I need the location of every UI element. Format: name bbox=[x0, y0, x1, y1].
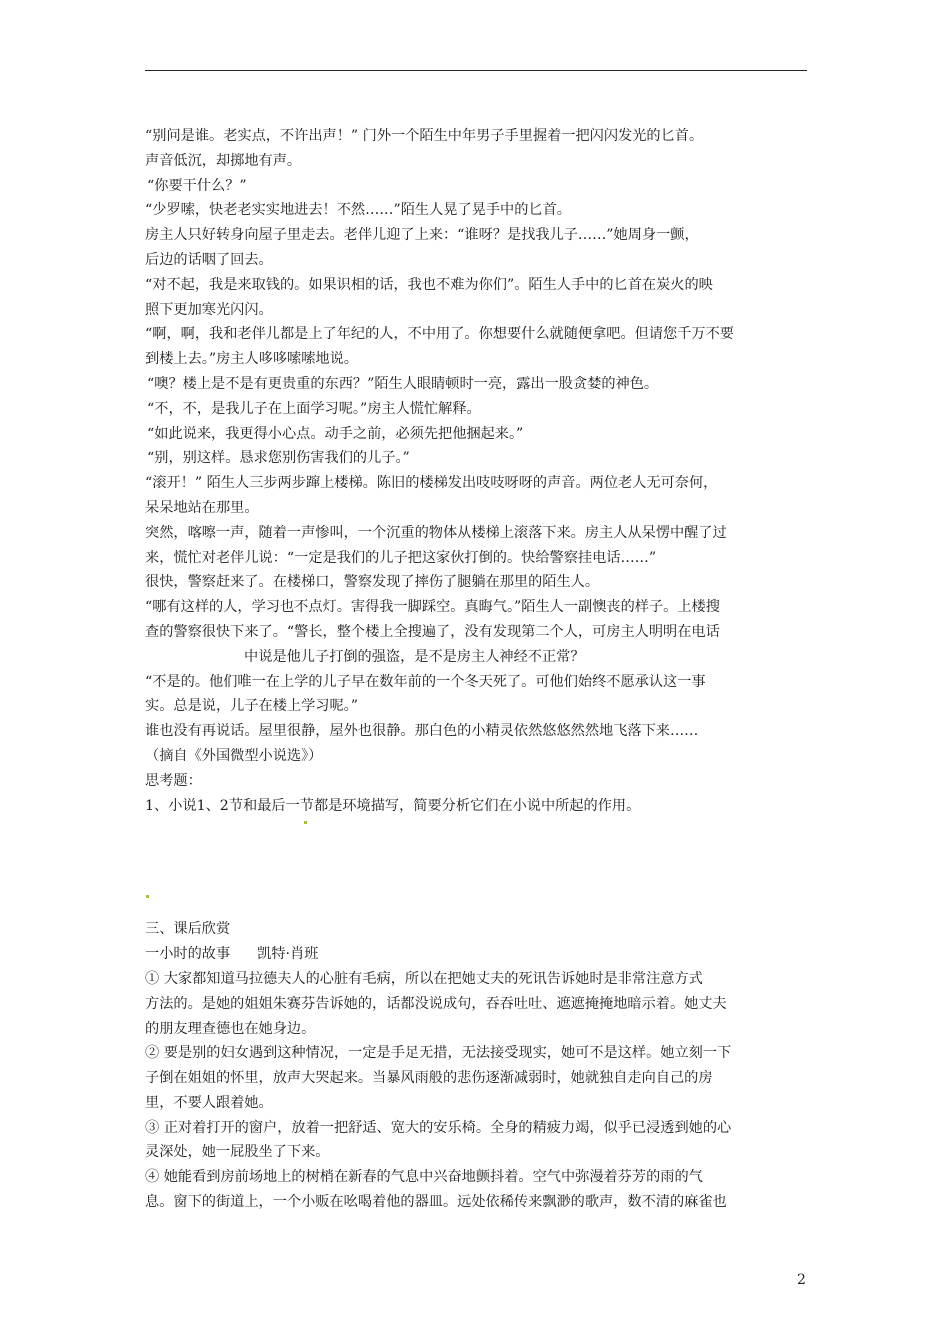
story-line: 到楼上去。”房主人哆哆嗦嗦地说。 bbox=[145, 351, 358, 368]
story-line: 实。总是说，儿子在楼上学习呢。” bbox=[145, 698, 358, 715]
paragraph-line: ④ 她能看到房前场地上的树梢在新春的气息中兴奋地颤抖着。空气中弥漫着芬芳的雨的气 bbox=[145, 1169, 703, 1186]
story-line: “不是的。他们唯一在上学的儿子早在数年前的一个冬天死了。可他们始终不愿承认这一事 bbox=[145, 673, 706, 690]
story-line: 中说是他儿子打倒的强盗，是不是房主人神经不正常？ bbox=[244, 648, 585, 665]
page-content bbox=[145, 124, 807, 1215]
story-line: “不，不，是我儿子在上面学习呢。”房主人慌忙解释。 bbox=[147, 400, 481, 417]
page-number: 2 bbox=[797, 1272, 806, 1288]
paragraph-line: 息。窗下的街道上，一个小贩在吆喝着他的器皿。远处依稀传来飘渺的歌声，数不清的麻雀也 bbox=[145, 1194, 727, 1211]
story-line: “别，别这样。恳求您别伤害我们的儿子。” bbox=[147, 450, 410, 467]
blank-space bbox=[145, 818, 807, 917]
story-line: “啊，啊，我和老伴儿都是上了年纪的人，不中用了。你想要什么就随便拿吧。但请您千万不要 bbox=[145, 326, 734, 343]
source-citation: （摘自《外国微型小说选》） bbox=[145, 747, 323, 764]
story-line: 来，慌忙对老伴儿说：“一定是我们的儿子把这家伙打倒的。快给警察挂电话……” bbox=[145, 549, 657, 566]
paragraph-line: 的朋友理查德也在她身边。 bbox=[145, 1020, 316, 1037]
story-line: “如此说来，我更得小心点。动手之前，必须先把他捆起来。” bbox=[147, 425, 524, 442]
story-line: “对不起，我是来取钱的。如果识相的话，我也不难为你们”。陌生人手中的匕首在炭火的映 bbox=[145, 276, 713, 293]
story-line: 查的警察很快下来了。“警长，整个楼上全搜遍了，没有发现第二个人，可房主人明明在电话 bbox=[145, 623, 720, 640]
paragraph-line: 子倒在姐姐的怀里，放声大哭起来。当暴风雨般的悲伤逐渐减弱时，她就独自走向自己的房 bbox=[145, 1070, 713, 1087]
paragraph-line: ③ 正对着打开的窗户，放着一把舒适、宽大的安乐椅。全身的精疲力竭，似乎已浸透到她的心 bbox=[145, 1119, 732, 1136]
scan-speck bbox=[146, 895, 149, 898]
story-line: 房主人只好转身向屋子里走去。老伴儿迎了上来：“谁呀？是找我儿子……”她周身一颤， bbox=[145, 227, 699, 244]
question-item: 1、小说1、2节和最后一节都是环境描写，简要分析它们在小说中所起的作用。 bbox=[145, 797, 641, 814]
paragraph-line: 灵深处，她一屁股坐了下来。 bbox=[145, 1144, 330, 1161]
story-line: 声音低沉，却掷地有声。 bbox=[145, 152, 302, 169]
story-line: “别问是谁。老实点，不许出声！” 门外一个陌生中年男子手里握着一把闪闪发光的匕首。 bbox=[145, 128, 704, 144]
scan-speck bbox=[304, 821, 307, 824]
paragraph-line: ② 要是别的妇女遇到这种情况，一定是手足无措，无法接受现实，她可不是这样。她立刻一下 bbox=[145, 1045, 732, 1062]
story-line: 后边的话咽了回去。 bbox=[145, 251, 273, 268]
story-line: 谁也没有再说话。屋里很静，屋外也很静。那白色的小精灵依然悠悠然然地飞落下来…… bbox=[145, 723, 699, 740]
story-line: “噢？楼上是不是有更贵重的东西？”陌生人眼睛顿时一亮，露出一股贪婪的神色。 bbox=[147, 375, 659, 392]
section-heading: 三、课后欣赏 bbox=[145, 921, 231, 938]
story-line: “少罗嗦，快老老实实地进去！不然……”陌生人晃了晃手中的匕首。 bbox=[145, 202, 571, 219]
story-line: 突然，喀嚓一声，随着一声惨叫，一个沉重的物体从楼梯上滚落下来。房主人从呆愣中醒了过 bbox=[145, 524, 727, 541]
story-line: “你要干什么？” bbox=[147, 177, 247, 194]
paragraph-line: ① 大家都知道马拉德夫人的心脏有毛病，所以在把她丈夫的死讯告诉她时是非常注意方式 bbox=[145, 970, 703, 987]
story-title: 一小时的故事 凯特·肖班 bbox=[145, 946, 319, 963]
story-line: 很快，警察赶来了。在楼梯口，警察发现了摔伤了腿躺在那里的陌生人。 bbox=[145, 574, 600, 591]
story-line: 呆呆地站在那里。 bbox=[145, 499, 259, 516]
paragraph-line: 方法的。是她的姐姐朱赛芬告诉她的，话都没说成句，吞吞吐吐、遮遮掩掩地暗示着。她丈夫 bbox=[145, 995, 727, 1012]
story-line: “哪有这样的人，学习也不点灯。害得我一脚踩空。真晦气。”陌生人一副懊丧的样子。上楼搜 bbox=[145, 599, 720, 616]
paragraph-line: 里，不要人跟着她。 bbox=[145, 1094, 273, 1111]
header-rule bbox=[145, 70, 807, 71]
story-line: 照下更加寒光闪闪。 bbox=[145, 301, 273, 318]
questions-title: 思考题： bbox=[145, 772, 202, 789]
story-line: “滚开！” 陌生人三步两步蹿上楼梯。陈旧的楼梯发出吱吱呀呀的声音。两位老人无可奈何， bbox=[145, 475, 718, 492]
